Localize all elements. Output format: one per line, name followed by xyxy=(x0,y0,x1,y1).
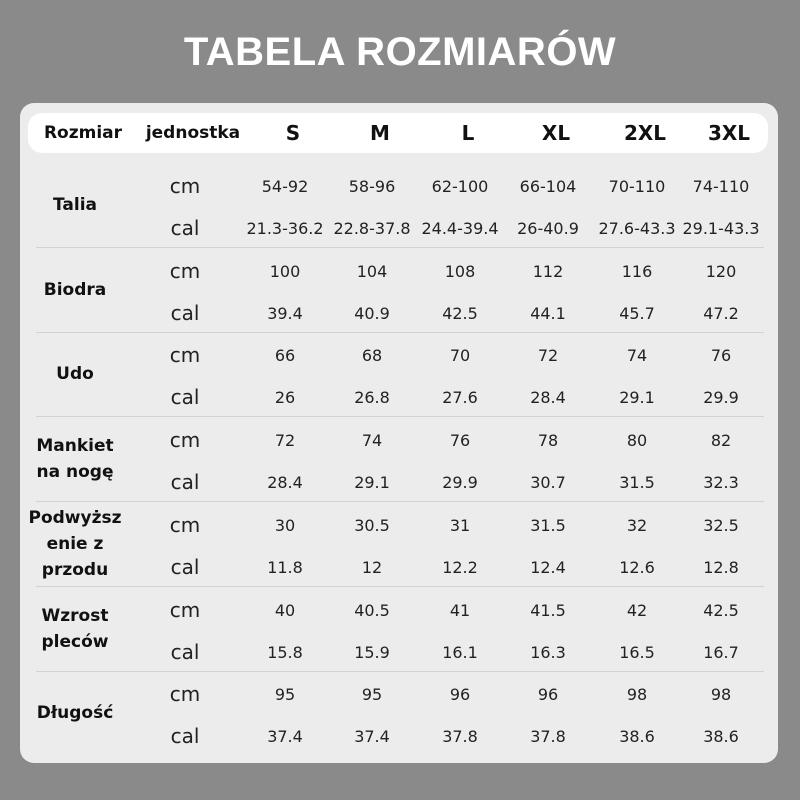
value-cell-cal: 42.5 xyxy=(442,303,478,323)
value-cell-cm: 32 xyxy=(626,515,648,535)
value-cell-cm: 76 xyxy=(710,346,732,366)
value-cell-cm: 74 xyxy=(361,431,383,451)
page-title: TABELA ROZMIARÓW xyxy=(183,30,617,74)
value-cell-cm: 66-104 xyxy=(519,177,577,196)
unit-label: cm xyxy=(169,174,201,198)
unit-label: cal xyxy=(170,470,200,495)
value-cell-cm: 31 xyxy=(449,515,471,535)
value-cell-cal: 39.4 xyxy=(267,303,303,323)
value-cell-cal: 26 xyxy=(274,388,296,408)
value-cell-cm: 68 xyxy=(361,346,383,366)
value-cell-cal: 28.4 xyxy=(267,473,303,493)
value-cell-cm: 95 xyxy=(274,685,296,705)
value-cell-cm: 120 xyxy=(705,261,737,281)
value-cell-cal: 12.2 xyxy=(442,557,478,577)
value-cell-cal: 47.2 xyxy=(703,303,739,323)
header-size: L xyxy=(461,121,475,145)
value-cell-cal: 45.7 xyxy=(619,303,655,323)
value-cell-cm: 74 xyxy=(626,346,648,366)
table-header xyxy=(28,113,768,153)
value-cell-cm: 42 xyxy=(626,600,648,620)
unit-label: cm xyxy=(169,597,201,622)
unit-label: cm xyxy=(169,428,201,453)
value-cell-cm: 116 xyxy=(621,261,653,281)
header-size: XL xyxy=(541,121,571,145)
unit-label: cal xyxy=(170,216,200,240)
value-cell-cal: 12.4 xyxy=(530,557,566,577)
value-cell-cm: 62-100 xyxy=(431,177,489,196)
value-cell-cm: 30.5 xyxy=(354,515,390,535)
value-cell-cm: 70-110 xyxy=(608,177,666,196)
header-size-label: Rozmiar xyxy=(43,123,123,143)
value-cell-cal: 37.8 xyxy=(530,727,566,747)
table-row-group xyxy=(20,163,778,248)
value-cell-cm: 40 xyxy=(274,600,296,620)
value-cell-cal: 21.3-36.2 xyxy=(246,219,324,238)
value-cell-cal: 28.4 xyxy=(530,388,566,408)
value-cell-cm: 82 xyxy=(710,431,732,451)
unit-label: cm xyxy=(169,258,201,283)
value-cell-cm: 41.5 xyxy=(530,600,566,620)
value-cell-cal: 29.1 xyxy=(354,473,390,493)
row-label: Biodra xyxy=(43,279,107,300)
row-label: Talia xyxy=(52,195,97,215)
value-cell-cm: 100 xyxy=(269,261,301,281)
row-label: Mankiet na nogę xyxy=(36,436,114,483)
value-cell-cal: 29.9 xyxy=(703,388,739,408)
value-cell-cm: 108 xyxy=(444,261,476,281)
value-cell-cm: 30 xyxy=(274,515,296,535)
value-cell-cal: 31.5 xyxy=(619,473,655,493)
value-cell-cal: 38.6 xyxy=(703,727,739,747)
value-cell-cm: 98 xyxy=(626,685,648,705)
value-cell-cm: 112 xyxy=(532,261,564,281)
value-cell-cal: 40.9 xyxy=(354,303,390,323)
unit-label: cal xyxy=(170,300,200,325)
unit-label: cm xyxy=(169,512,201,537)
value-cell-cm: 74-110 xyxy=(692,177,750,196)
value-cell-cm: 96 xyxy=(449,685,471,705)
value-cell-cal: 16.1 xyxy=(442,642,478,662)
header-size: M xyxy=(370,121,390,145)
value-cell-cm: 98 xyxy=(710,685,732,705)
value-cell-cm: 42.5 xyxy=(703,600,739,620)
value-cell-cal: 38.6 xyxy=(619,727,655,747)
table-row-group xyxy=(20,587,778,672)
value-cell-cm: 31.5 xyxy=(530,515,566,535)
value-cell-cal: 29.1 xyxy=(619,388,655,408)
table-row-group xyxy=(20,332,778,417)
value-cell-cal: 15.9 xyxy=(354,642,390,662)
value-cell-cm: 95 xyxy=(361,685,383,705)
unit-label: cal xyxy=(170,554,200,579)
value-cell-cal: 32.3 xyxy=(703,473,739,493)
value-cell-cal: 30.7 xyxy=(530,473,566,493)
table-row-group xyxy=(20,248,778,333)
value-cell-cm: 58-96 xyxy=(348,177,396,196)
unit-label: cal xyxy=(170,639,200,664)
value-cell-cal: 12.6 xyxy=(619,557,655,577)
value-cell-cal: 16.3 xyxy=(530,642,566,662)
unit-label: cm xyxy=(169,343,201,368)
value-cell-cm: 96 xyxy=(537,685,559,705)
header-size: 2XL xyxy=(623,121,667,145)
row-label: Udo xyxy=(56,364,94,385)
value-cell-cm: 76 xyxy=(449,431,471,451)
header-unit-label: jednostka xyxy=(145,123,241,143)
value-cell-cal: 37.4 xyxy=(354,727,390,747)
value-cell-cal: 29.9 xyxy=(442,473,478,493)
value-cell-cm: 78 xyxy=(537,431,559,451)
value-cell-cm: 70 xyxy=(449,346,471,366)
value-cell-cm: 32.5 xyxy=(703,515,739,535)
unit-label: cm xyxy=(169,682,201,707)
row-label: Wzrost pleców xyxy=(41,605,109,652)
value-cell-cal: 27.6-43.3 xyxy=(598,219,676,238)
value-cell-cal: 22.8-37.8 xyxy=(333,219,411,238)
value-cell-cal: 26-40.9 xyxy=(517,219,579,238)
size-table xyxy=(20,103,778,763)
value-cell-cal: 37.8 xyxy=(442,727,478,747)
value-cell-cm: 66 xyxy=(274,346,296,366)
value-cell-cm: 104 xyxy=(356,261,388,281)
value-cell-cal: 26.8 xyxy=(354,388,390,408)
value-cell-cm: 41 xyxy=(449,600,471,620)
value-cell-cal: 16.5 xyxy=(619,642,655,662)
value-cell-cal: 29.1-43.3 xyxy=(682,219,760,238)
header-size: S xyxy=(285,121,301,145)
unit-label: cal xyxy=(170,724,200,749)
value-cell-cal: 24.4-39.4 xyxy=(421,219,499,238)
value-cell-cal: 44.1 xyxy=(530,303,566,323)
table-row-group xyxy=(20,671,778,756)
value-cell-cal: 16.7 xyxy=(703,642,739,662)
row-label: Długość xyxy=(36,703,114,724)
value-cell-cal: 27.6 xyxy=(442,388,478,408)
value-cell-cm: 72 xyxy=(537,346,559,366)
table-row-group xyxy=(20,502,778,587)
row-label: Podwyższ enie z przodu xyxy=(28,507,122,580)
unit-label: cal xyxy=(170,385,200,410)
value-cell-cal: 12.8 xyxy=(703,557,739,577)
value-cell-cm: 72 xyxy=(274,431,296,451)
value-cell-cm: 54-92 xyxy=(261,177,309,196)
value-cell-cal: 37.4 xyxy=(267,727,303,747)
value-cell-cal: 15.8 xyxy=(267,642,303,662)
header-size: 3XL xyxy=(707,121,751,145)
value-cell-cm: 40.5 xyxy=(354,600,390,620)
value-cell-cal: 12 xyxy=(361,557,383,577)
value-cell-cm: 80 xyxy=(626,431,648,451)
table-row-group xyxy=(20,417,778,502)
value-cell-cal: 11.8 xyxy=(267,557,303,577)
